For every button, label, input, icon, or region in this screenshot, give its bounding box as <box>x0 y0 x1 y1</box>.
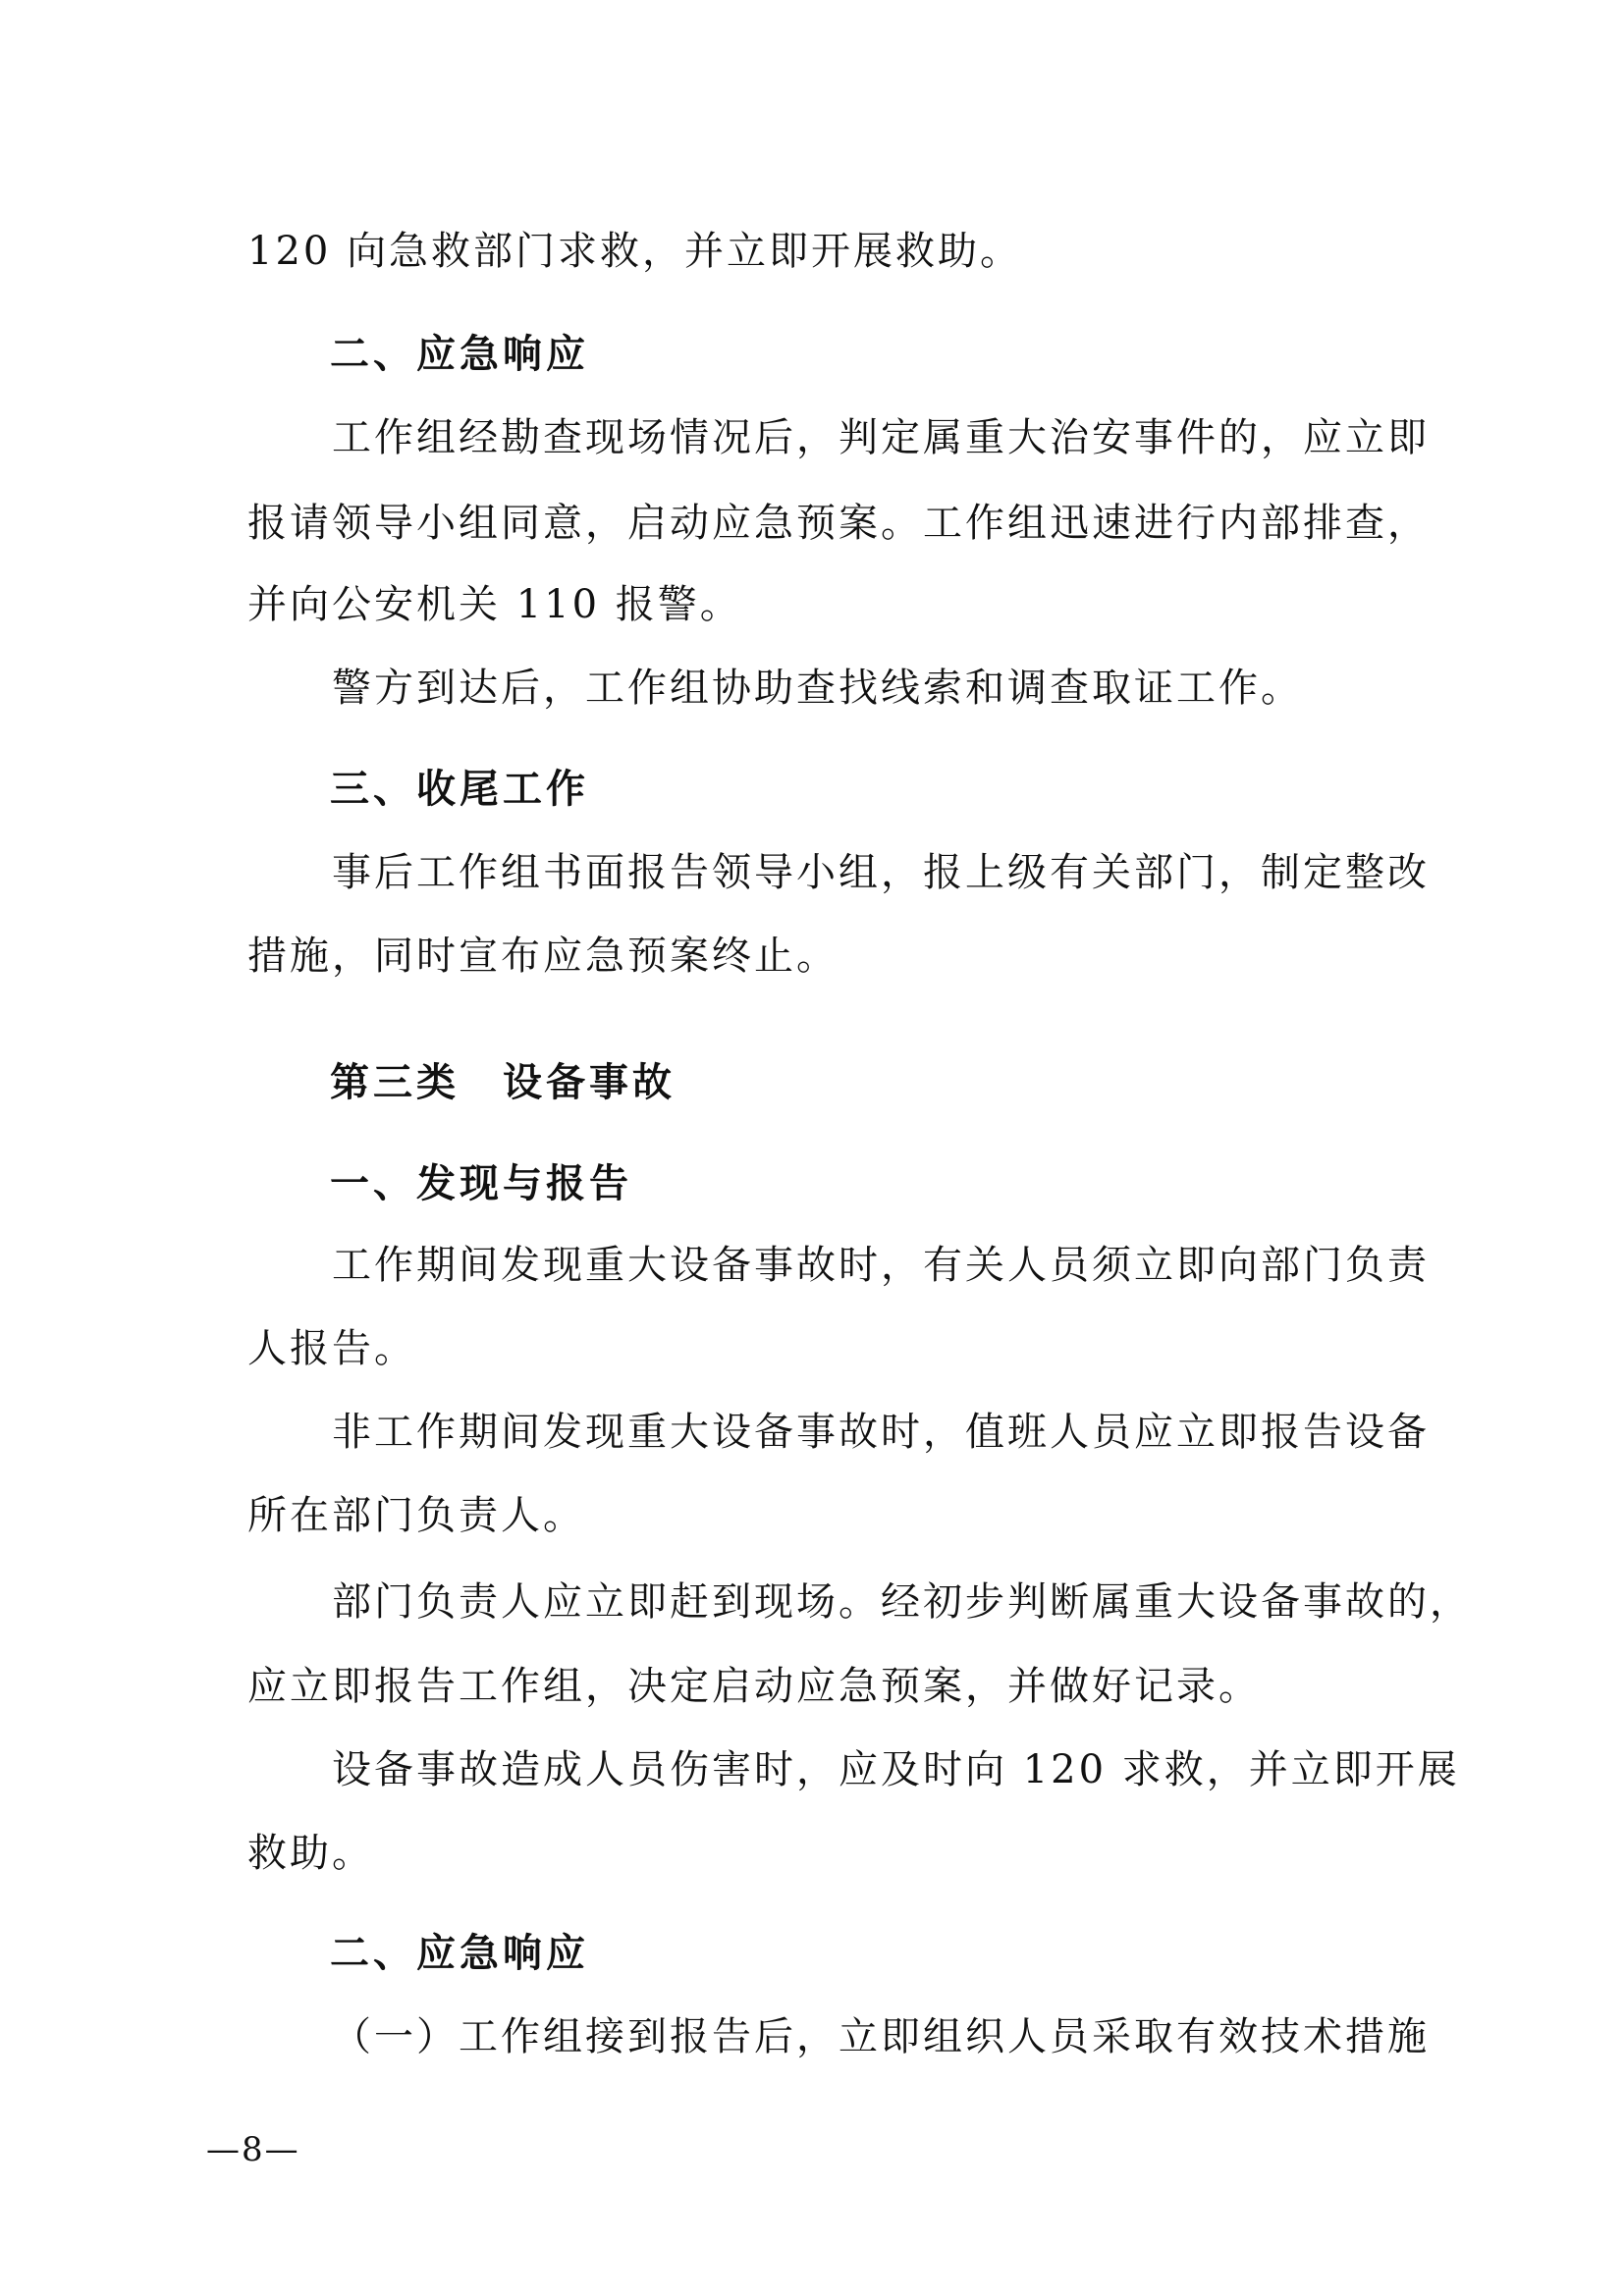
body-text-line: 报请领导小组同意，启动应急预案。工作组迅速进行内部排查， <box>247 501 1430 546</box>
body-text-line: 措施，同时宣布应急预案终止。 <box>247 934 839 979</box>
body-text-line: 救助。 <box>247 1831 374 1876</box>
section-heading: 三、收尾工作 <box>330 767 589 812</box>
body-text-line: 120 向急救部门求救，并立即开展救助。 <box>247 229 1023 274</box>
body-text-line: 设备事故造成人员伤害时，应及时向 120 求救，并立即开展 <box>332 1747 1460 1792</box>
page-number: —8— <box>206 2130 300 2169</box>
section-heading: 一、发现与报告 <box>330 1161 632 1206</box>
section-heading: 二、应急响应 <box>330 332 589 377</box>
body-text-line: 所在部门负责人。 <box>247 1493 585 1538</box>
body-text-line: 并向公安机关 110 报警。 <box>247 582 742 627</box>
body-text-line: 事后工作组书面报告领导小组，报上级有关部门，制定整改 <box>332 850 1430 895</box>
body-text-line: 警方到达后，工作组协助查找线索和调查取证工作。 <box>332 666 1303 711</box>
body-text-line: （一）工作组接到报告后，立即组织人员采取有效技术措施 <box>332 2014 1430 2059</box>
body-text-line: 非工作期间发现重大设备事故时，值班人员应立即报告设备 <box>332 1410 1430 1455</box>
body-text-line: 工作期间发现重大设备事故时，有关人员须立即向部门负责 <box>332 1243 1430 1288</box>
body-text-line: 部门负责人应立即赶到现场。经初步判断属重大设备事故的， <box>332 1579 1472 1625</box>
section-heading: 二、应急响应 <box>330 1931 589 1976</box>
category-heading: 第三类 设备事故 <box>330 1060 676 1105</box>
body-text-line: 人报告。 <box>247 1326 416 1371</box>
body-text-line: 工作组经勘查现场情况后，判定属重大治安事件的，应立即 <box>332 415 1430 460</box>
body-text-line: 应立即报告工作组，决定启动应急预案，并做好记录。 <box>247 1664 1261 1709</box>
